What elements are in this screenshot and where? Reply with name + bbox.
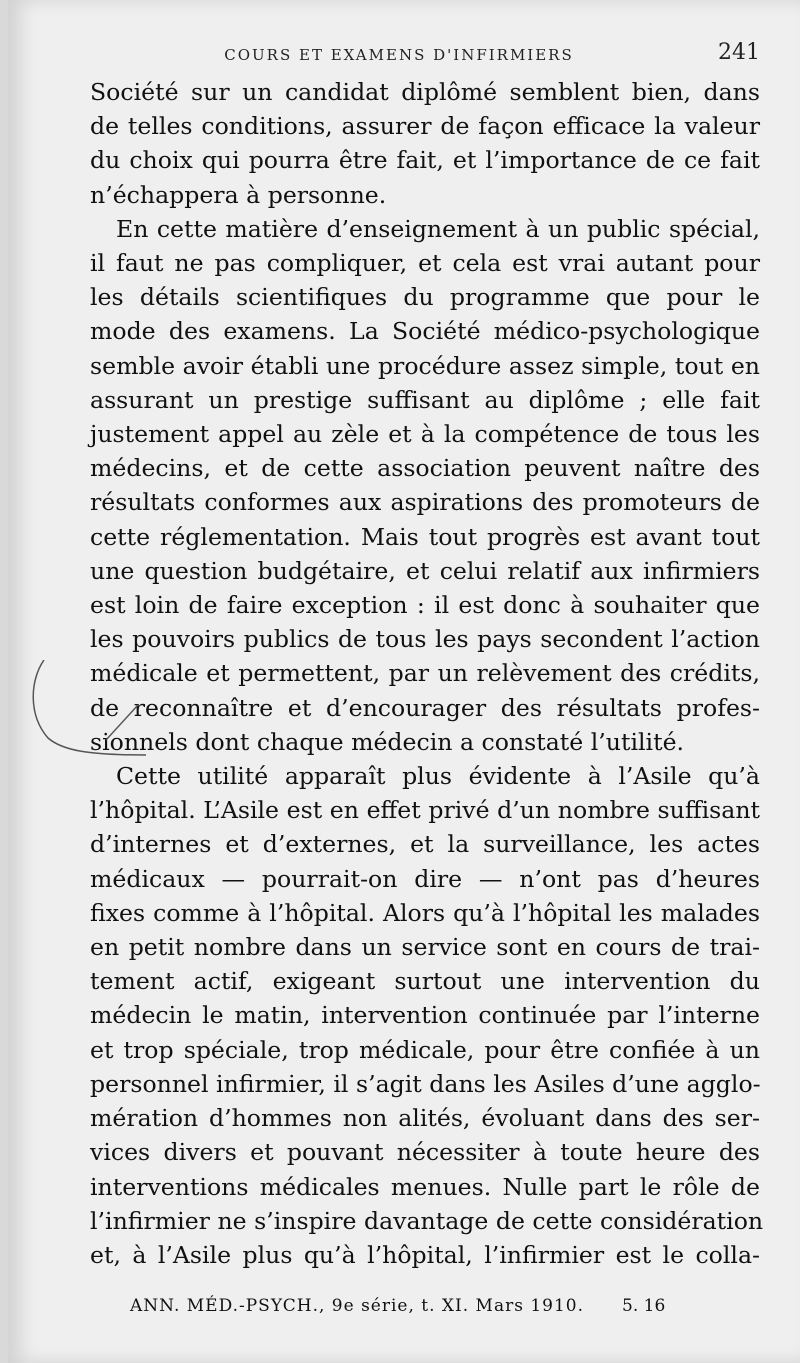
text-line: Société sur un candidat diplômé semblent bien, dans xyxy=(90,78,760,106)
text-line: de reconnaître et d’encourager des résultats profes- xyxy=(90,693,760,722)
text-line: et, à l’Asile plus qu’à l’hôpital, l’infirmier est le colla- xyxy=(90,1240,760,1269)
text-line: fixes comme à l’hôpital. Alors qu’à l’hôpital les malades xyxy=(90,898,760,927)
text-line: du choix qui pourra être fait, et l’importance de ce fait xyxy=(90,146,760,175)
text-line: mération d’hommes non alités, évoluant dans des ser- xyxy=(90,1104,760,1133)
text-line: semble avoir établi une procédure assez simple, tout en xyxy=(90,351,760,380)
text-line: il faut ne pas compliquer, et cela est vrai autant pour xyxy=(90,249,760,278)
text-line: sionnels dont chaque médecin a constaté l’utilité. xyxy=(90,727,685,756)
text-line: tement actif, exigeant surtout une intervention du xyxy=(90,967,760,996)
text-line: résultats conformes aux aspirations des promoteurs de xyxy=(90,488,760,517)
page-header xyxy=(38,38,760,78)
text-line: assurant un prestige suffisant au diplôme ; elle fait xyxy=(90,385,760,414)
journal-reference: ANN. MÉD.-PSYCH., 9e série, t. XI. Mars 1910. xyxy=(130,1296,585,1316)
text-line: n’échappera à personne. xyxy=(90,180,387,209)
text-line: une question budgétaire, et celui relatif aux infirmiers xyxy=(90,556,760,585)
text-line: vices divers et pouvant nécessiter à toute heure des xyxy=(90,1138,760,1167)
text-line: interventions médicales menues. Nulle part le rôle de xyxy=(90,1172,760,1201)
body-text xyxy=(90,75,764,1272)
text-line: médecin le matin, intervention continuée par l’interne xyxy=(90,1001,760,1030)
text-line: justement appel au zèle et à la compétence de tous les xyxy=(90,420,760,449)
text-line: les détails scientifiques du programme que pour le xyxy=(90,283,760,312)
signature-mark: 5. 16 xyxy=(622,1296,666,1316)
book-page xyxy=(8,0,800,1363)
running-title: COURS ET EXAMENS D'INFIRMIERS xyxy=(224,46,574,64)
text-line: personnel infirmier, il s’agit dans les Asiles d’une agglo- xyxy=(90,1069,761,1098)
text-line: et trop spéciale, trop médicale, pour être confiée à un xyxy=(90,1035,760,1064)
text-line: en petit nombre dans un service sont en cours de trai- xyxy=(90,933,760,962)
text-line: médicale et permettent, par un relèvement des crédits, xyxy=(90,659,760,688)
text-line: de telles conditions, assurer de façon efficace la valeur xyxy=(90,112,760,141)
text-line: mode des examens. La Société médico-psychologique xyxy=(90,317,760,346)
page-footer xyxy=(130,1296,730,1326)
page-number: 241 xyxy=(718,40,760,65)
text-line: En cette matière d’enseignement à un public spécial, xyxy=(116,214,760,243)
text-line: d’internes et d’externes, et la surveillance, les actes xyxy=(90,830,760,859)
text-line: les pouvoirs publics de tous les pays secondent l’action xyxy=(90,625,760,654)
text-line: est loin de faire exception : il est donc à souhaiter que xyxy=(90,591,760,620)
text-line: l’hôpital. L’Asile est en effet privé d’un nombre suffisant xyxy=(90,796,760,825)
text-line: Cette utilité apparaît plus évidente à l’Asile qu’à xyxy=(116,762,760,791)
pencil-annotation-mark xyxy=(26,660,146,770)
text-line: médecins, et de cette association peuvent naître des xyxy=(90,454,760,483)
text-line: cette réglementation. Mais tout progrès est avant tout xyxy=(90,522,760,551)
text-line: médicaux — pourrait-on dire — n’ont pas d’heures xyxy=(90,864,760,893)
text-line: l’infirmier ne s’inspire davantage de cette considération xyxy=(90,1206,764,1235)
